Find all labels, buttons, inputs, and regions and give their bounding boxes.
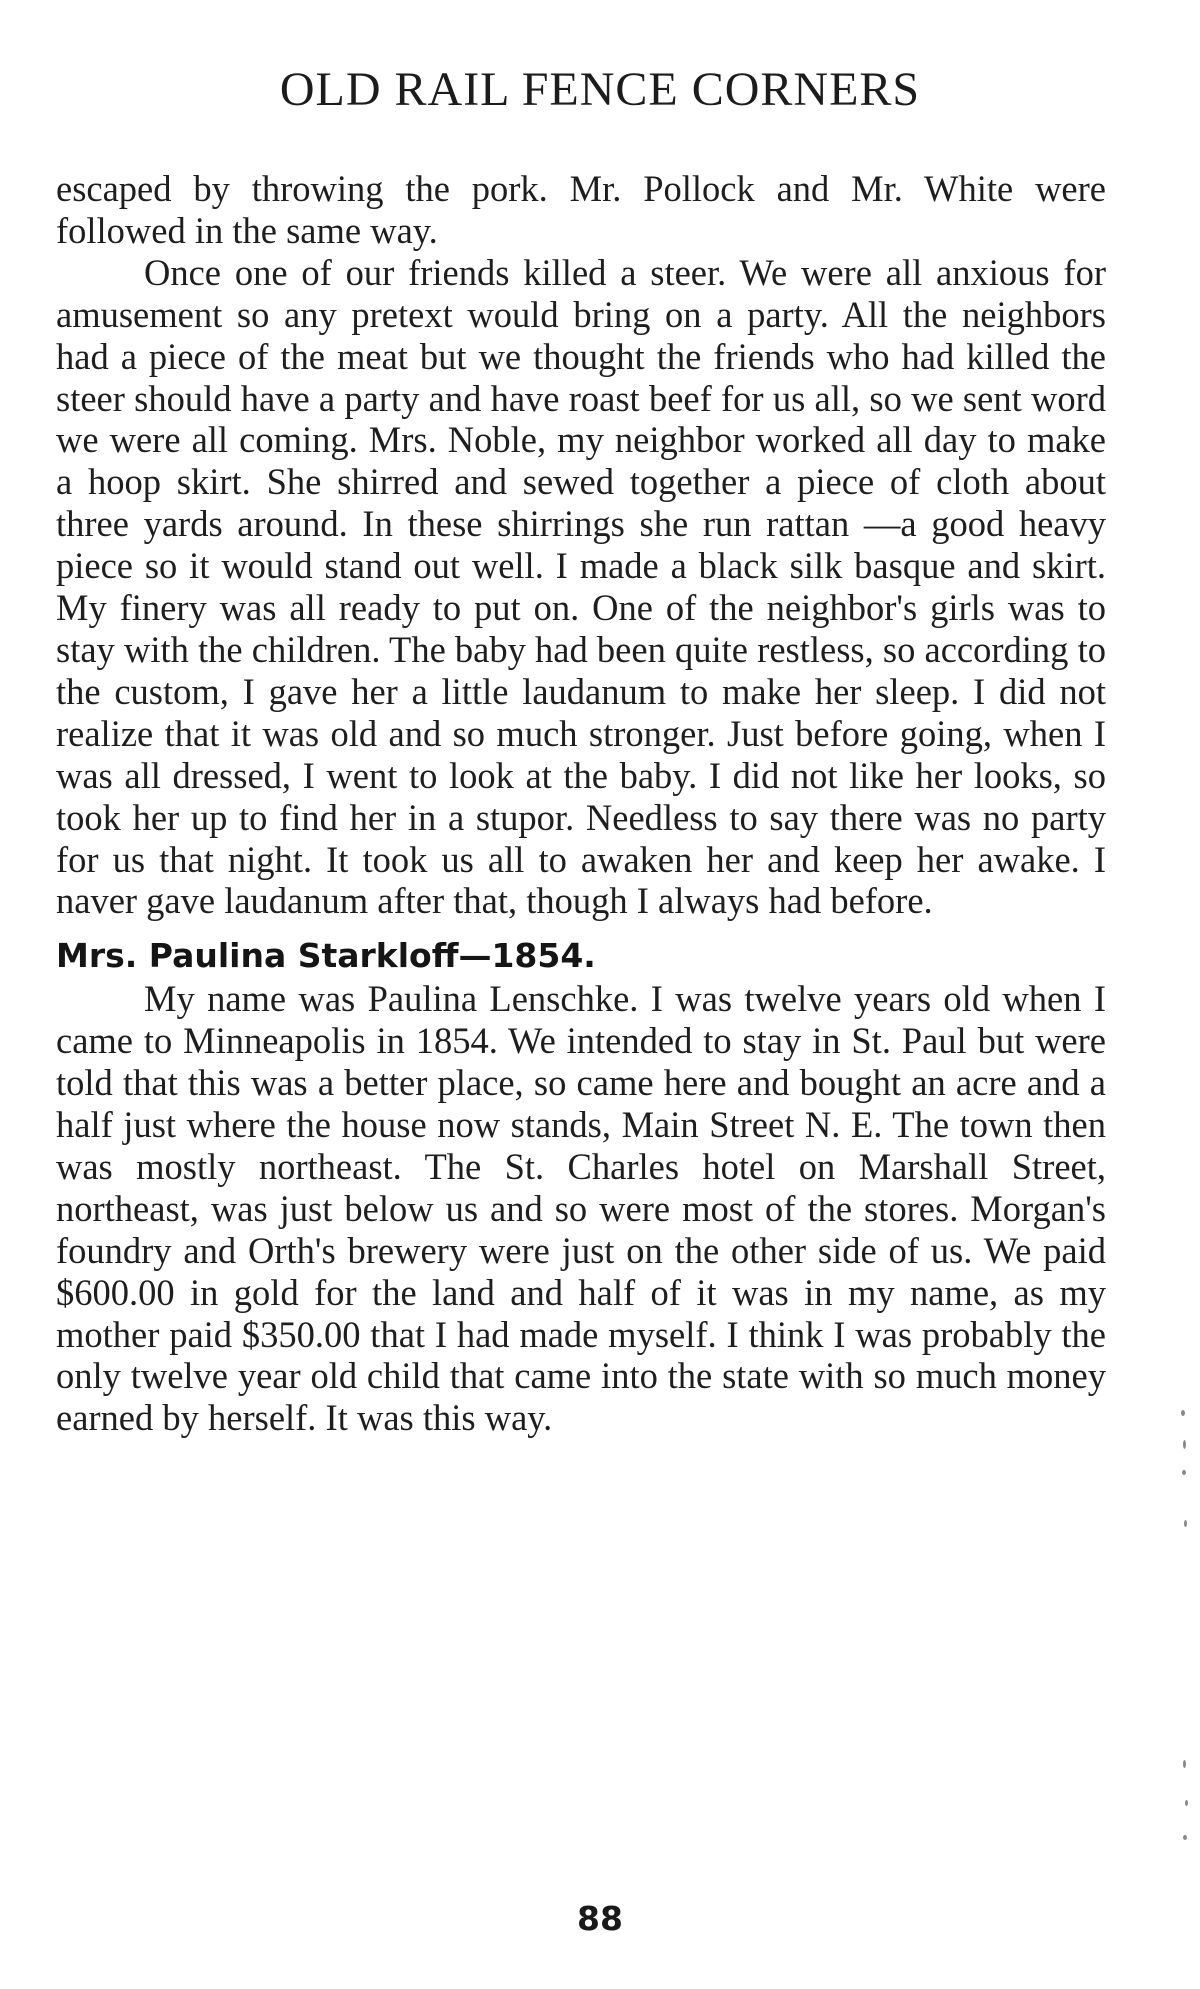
scan-speck: [1185, 1800, 1188, 1806]
paragraph-starkloff: My name was Paulina Lenschke. I was twelve years old when I came to Minneapolis in 1854. We intended to stay in St. Paul but were told that this was a better place, so came here and bought an acre and a half just where the house now stands, Main Street N. E. The town then was mostly northeast. The St. Charles hotel on Marshall Street, northeast, was just below us and so were most of the stores. Morgan's foundry and Orth's brewery were just on the other side of us. We paid $600.00 in gold for the land and half of it was in my name, as my mother paid $350.00 that I had made myself. I think I was probably the only twelve year old child that came into the state with so much money earned by herself. It was this way.: [56, 978, 1106, 1439]
scan-speck: [1183, 1440, 1186, 1449]
body-text: [56, 168, 1106, 1439]
section-heading: Mrs. Paulina Starkloff—1854.: [56, 936, 596, 976]
scan-speck: [1184, 1520, 1187, 1527]
page-number: 88: [577, 1899, 623, 1938]
scan-speck: [1183, 1760, 1186, 1768]
paragraph-steer-party: Once one of our friends killed a steer. We were all anxious for amusement so any pretext would bring on a party. All the neighbors had a piece of the meat but we thought the friends who had killed the steer should have a party and have roast beef for us all, so we sent word we were all coming. Mrs. Noble, my neighbor worked all day to make a hoop skirt. She shirred and sewed together a piece of cloth about three yards around. In these shirrings she run rattan —a good heavy piece so it would stand out well. I made a black silk basque and skirt. My finery was all ready to put on. One of the neighbor's girls was to stay with the children. The baby had been quite restless, so according to the custom, I gave her a little laudanum to make her sleep. I did not realize that it was old and so much stronger. Just before going, when I was all dressed, I went to look at the baby. I did not like her looks, so took her up to find her in a stupor. Needless to say there was no party for us that night. It took us all to awaken her and keep her awake. I naver gave laudanum after that, though I always had before.: [56, 251, 1106, 922]
scan-speck: [1183, 1835, 1187, 1840]
scan-speck: [1182, 1470, 1186, 1475]
paragraph-continuation: escaped by throwing the pork. Mr. Pollock and Mr. White were followed in the same way.: [56, 168, 1106, 251]
scan-speck: [1181, 1410, 1185, 1416]
running-head: OLD RAIL FENCE CORNERS: [279, 63, 921, 116]
